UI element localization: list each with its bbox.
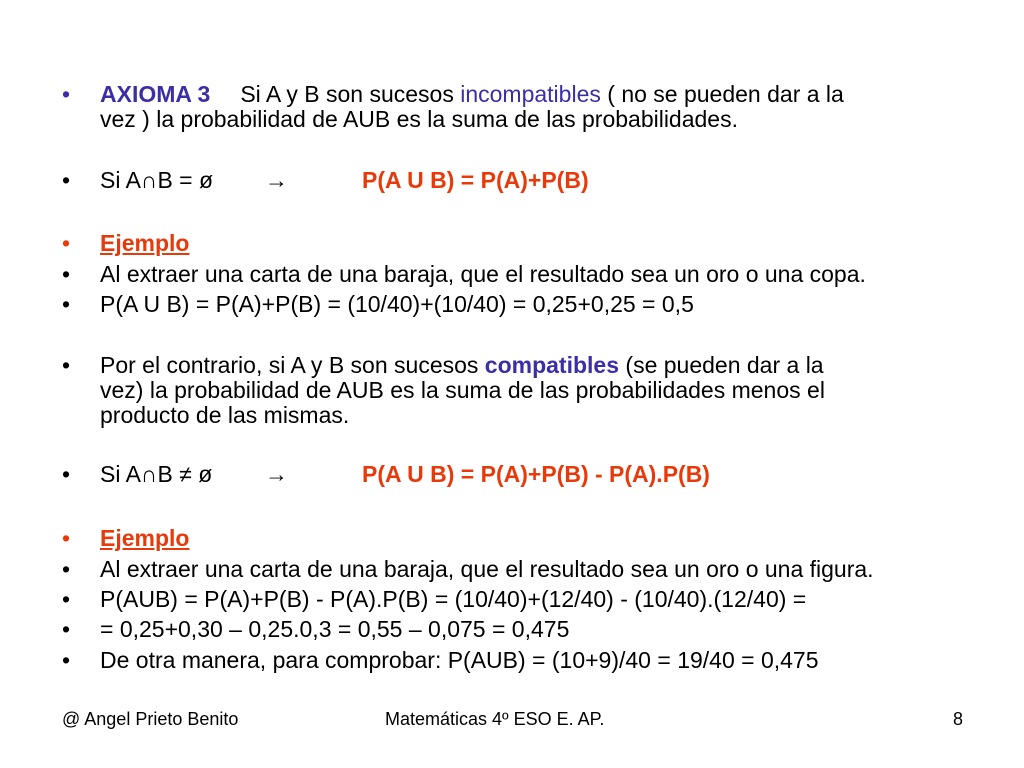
contrario-post: (se pueden dar a la [619, 352, 824, 378]
bullet-marker: • [62, 461, 71, 487]
axioma-text-line2: vez ) la probabilidad de AUB es la suma de las probabilidades. [100, 106, 738, 132]
arrow-icon: → [265, 461, 288, 487]
bullet-marker: • [62, 586, 71, 612]
ejemplo2-calc3: De otra manera, para comprobar: P(AUB) = (10+9)/40 = 19/40 = 0,475 [100, 647, 819, 673]
ejemplo2-label: Ejemplo [100, 525, 190, 551]
bullet-marker: • [62, 81, 71, 107]
footer-page-number: 8 [953, 709, 964, 729]
ejemplo2-calc2: = 0,25+0,30 – 0,25.0,3 = 0,55 – 0,075 = 0,475 [100, 616, 570, 642]
axioma-text-block [100, 82, 960, 132]
axioma-text-post: ( no se pueden dar a la [600, 81, 844, 107]
contrario-line3: producto de las mismas. [100, 402, 350, 428]
bullet-rule-2 [62, 462, 962, 487]
bullet-rule-1 [62, 168, 962, 193]
rule2-block [100, 462, 960, 487]
bullet-ejemplo-2-calc2 [62, 617, 962, 642]
rule1-condition: Si A∩B = ø [100, 167, 214, 193]
ejemplo2-calc1: P(AUB) = P(A)+P(B) - P(A).P(B) = (10/40)+(12/40) - (10/40).(12/40) = [100, 586, 807, 612]
rule1-block [100, 168, 960, 193]
ejemplo2-block [100, 526, 960, 551]
bullet-marker: • [62, 291, 71, 317]
bullet-marker: • [62, 616, 71, 642]
footer-course: Matemáticas 4º ESO E. AP. [385, 709, 605, 729]
bullet-ejemplo-2-text [62, 557, 962, 582]
bullet-axioma-3 [62, 82, 962, 132]
contrario-pre: Por el contrario, si A y B son sucesos [100, 352, 485, 378]
bullet-ejemplo-2-calc1 [62, 587, 962, 612]
arrow-icon: → [265, 167, 288, 193]
bullet-ejemplo-1 [62, 231, 962, 256]
bullet-ejemplo-2-calc3 [62, 648, 962, 673]
rule1-formula: P(A U B) = P(A)+P(B) [362, 167, 589, 193]
ejemplo1-text: Al extraer una carta de una baraja, que el resultado sea un oro o una copa. [100, 261, 866, 287]
axioma-text-pre: Si A y B son sucesos [240, 81, 461, 107]
rule2-formula: P(A U B) = P(A)+P(B) - P(A).P(B) [362, 461, 710, 487]
bullet-marker: • [62, 167, 71, 193]
ejemplo2-text: Al extraer una carta de una baraja, que el resultado sea un oro o una figura. [100, 556, 874, 582]
bullet-marker: • [62, 647, 71, 673]
ejemplo1-block [100, 231, 960, 256]
axioma-label: AXIOMA 3 [100, 81, 211, 107]
compatibles-term: compatibles [484, 352, 620, 378]
ejemplo1-calc: P(A U B) = P(A)+P(B) = (10/40)+(10/40) = 0,25+0,25 = 0,5 [100, 291, 694, 317]
contrario-block [100, 353, 960, 428]
footer-author: @ Angel Prieto Benito [62, 709, 239, 729]
bullet-marker: • [62, 230, 71, 256]
bullet-ejemplo-1-text [62, 262, 962, 287]
bullet-marker: • [62, 352, 71, 378]
ejemplo1-label: Ejemplo [100, 230, 190, 256]
bullet-contrario [62, 353, 962, 428]
contrario-line2: vez) la probabilidad de AUB es la suma de las probabilidades menos el [100, 377, 825, 403]
incompatibles-term: incompatibles [460, 81, 601, 107]
bullet-marker: • [62, 525, 71, 551]
bullet-ejemplo-2 [62, 526, 962, 551]
bullet-marker: • [62, 556, 71, 582]
bullet-marker: • [62, 261, 71, 287]
bullet-ejemplo-1-calc [62, 292, 962, 317]
rule2-condition: Si A∩B ≠ ø [100, 461, 213, 487]
